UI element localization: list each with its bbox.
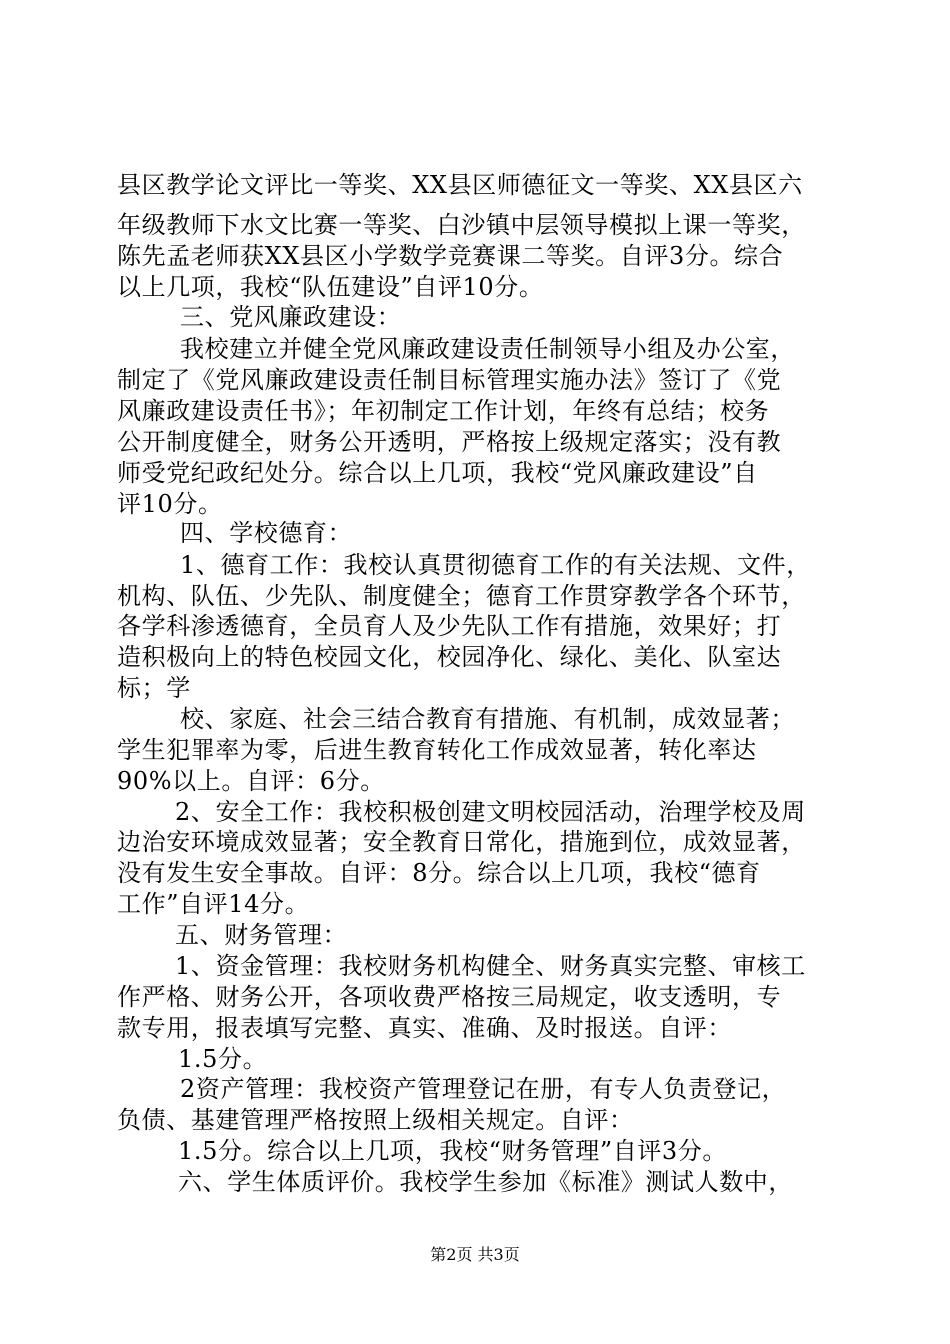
text-line: 1.5分。综合以上几项，我校“财务管理”自评3分。	[178, 1137, 727, 1165]
text-line: 我校建立并健全党风廉政建设责任制领导小组及办公室，	[180, 335, 795, 363]
text-line: 90%以上。自评：6分。	[117, 767, 385, 795]
text-line: 机构、队伍、少先队、制度健全；德育工作贯穿教学各个环节，	[117, 582, 806, 610]
text-line: 作严格、财务公开，各项收费严格按三局规定，收支透明，专	[117, 983, 782, 1011]
text-line: 1、德育工作：我校认真贯彻德育工作的有关法规、文件，	[180, 551, 811, 579]
text-line: 学生犯罪率为零，后进生教育转化工作成效显著，转化率达	[117, 736, 757, 764]
text-line: 1.5分。	[178, 1045, 268, 1073]
text-line: 评10分。	[117, 490, 223, 518]
section-heading: 三、党风廉政建设：	[180, 303, 402, 331]
text-line: 标；学	[117, 674, 191, 702]
text-line: 工作”自评14分。	[117, 890, 310, 918]
text-line: 年级教师下水文比赛一等奖、白沙镇中层领导模拟上课一等奖，	[117, 211, 806, 239]
text-line: 没有发生安全事故。自评：8分。综合以上几项，我校“德育	[117, 859, 761, 887]
section-heading: 四、学校德育：	[180, 519, 353, 547]
text-line: 2资产管理：我校资产管理登记在册，有专人负责登记，	[180, 1075, 787, 1103]
text-line: 款专用，报表填写完整、真实、准确、及时报送。自评：	[117, 1014, 732, 1042]
text-line: 2、安全工作：我校积极创建文明校园活动，治理学校及周	[175, 798, 806, 826]
text-line: 县区教学论文评比一等奖、XX县区师德征文一等奖、XX县区六	[117, 171, 803, 199]
text-line: 1、资金管理：我校财务机构健全、财务真实完整、审核工	[175, 952, 806, 980]
text-line: 边治安环境成效显著；安全教育日常化，措施到位，成效显著，	[117, 828, 806, 856]
text-line: 校、家庭、社会三结合教育有措施、有机制，成效显著；	[180, 705, 795, 733]
text-line: 师受党纪政纪处分。综合以上几项，我校“党风廉政建设”自	[117, 459, 758, 487]
text-line: 风廉政建设责任书》；年初制定工作计划，年终有总结；校务	[117, 397, 770, 425]
text-line: 各学科渗透德育，全员育人及少先队工作有措施，效果好；打	[117, 612, 782, 640]
section-heading: 六、学生体质评价。我校学生参加《标准》测试人数中，	[178, 1168, 793, 1196]
text-line: 陈先孟老师获XX县区小学数学竞赛课二等奖。自评3分。综合	[117, 242, 784, 270]
text-line: 公开制度健全，财务公开透明，严格按上级规定落实；没有教	[117, 428, 782, 456]
text-line: 负债、基建管理严格按照上级相关规定。自评：	[117, 1106, 634, 1134]
text-line: 造积极向上的特色校园文化，校园净化、绿化、美化、队室达	[117, 643, 782, 671]
text-line: 以上几项，我校“队伍建设”自评10分。	[117, 273, 544, 301]
text-line: 制定了《党风廉政建设责任制目标管理实施办法》签订了《党	[117, 366, 782, 394]
page-footer: 第2页 共3页	[430, 1245, 520, 1264]
section-heading: 五、财务管理：	[175, 921, 348, 949]
